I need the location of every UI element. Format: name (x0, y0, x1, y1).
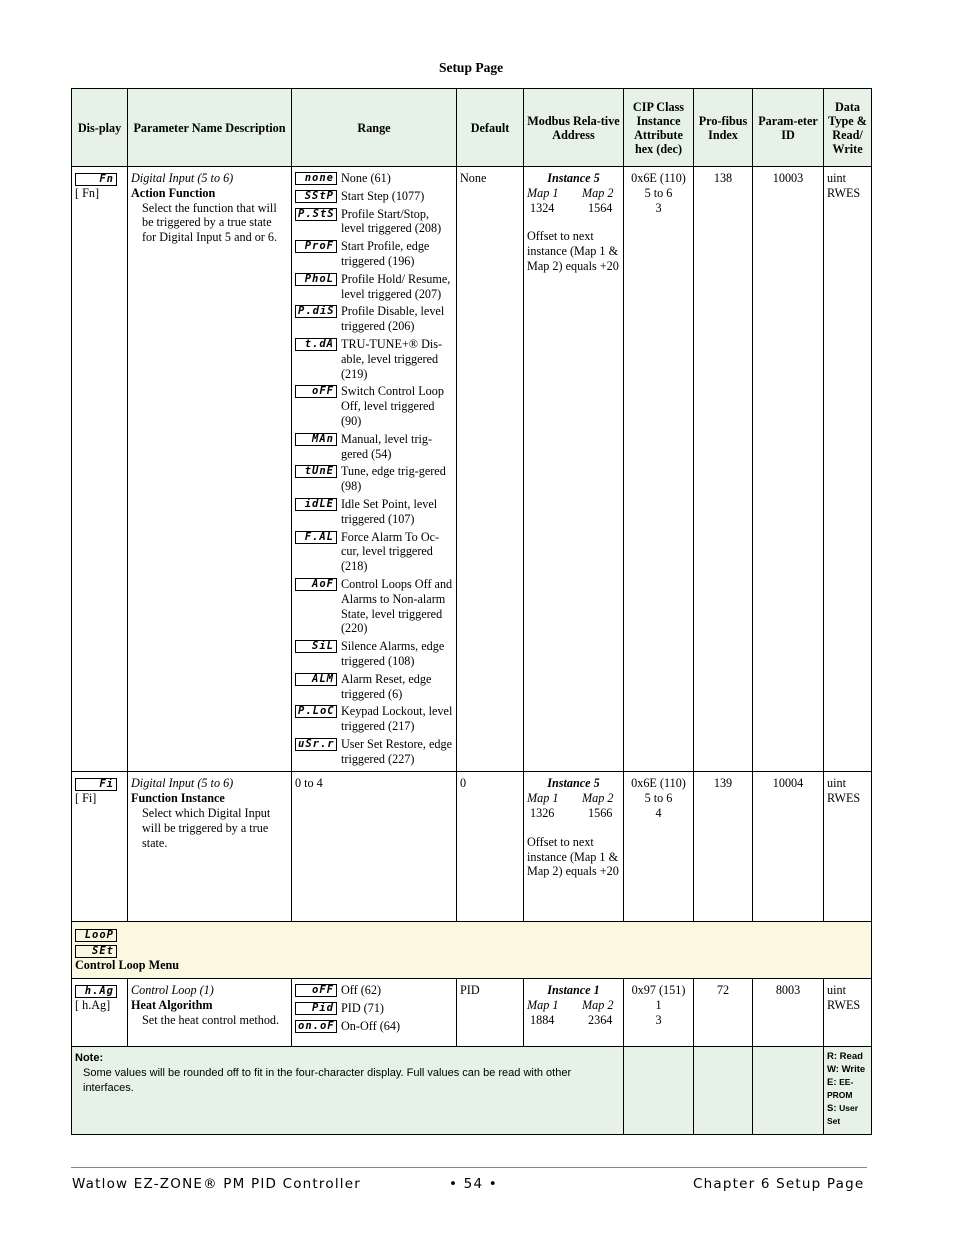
legend-value: Write (841, 1064, 866, 1076)
option-lcd: P.StS (295, 208, 337, 221)
header-data-type: Data Type & Read/ Write (824, 89, 872, 167)
header-display: Dis-play (72, 89, 128, 167)
param-description: Select which Digital Input will be triggered by a true state. (142, 806, 271, 850)
range-options (292, 979, 456, 1038)
table-row (72, 772, 872, 922)
data-type: uint (827, 983, 846, 998)
data-type: uint (827, 171, 846, 185)
map2-label: Map 2 (582, 791, 614, 806)
cip-hex: 0x6E (110) (631, 171, 686, 185)
offset-note: Offset to next instance (Map 1 & Map 2) equals +20 (527, 229, 619, 273)
display-lcd: Fn (75, 173, 117, 186)
menu-label: Control Loop Menu (75, 957, 180, 972)
option-lcd: SStP (295, 190, 337, 203)
map2-label: Map 2 (582, 998, 614, 1013)
option-text: Profile Hold/ Resume, level triggered (207) (341, 271, 451, 301)
cip-instance: 1 (655, 998, 662, 1013)
display-code: [ Fi] (75, 791, 97, 806)
table-row (72, 979, 872, 1047)
range-option (295, 704, 453, 734)
display-lcd: Fi (75, 778, 117, 791)
option-text: Silence Alarms, edge triggered (108) (341, 639, 445, 668)
header-profibus: Pro-fibus Index (694, 89, 753, 167)
range-option (295, 464, 453, 494)
map2-label: Map 2 (582, 185, 614, 200)
option-lcd: Pid (295, 1002, 337, 1015)
map1-address: 1884 (530, 1013, 555, 1028)
header-modbus: Modbus Rela-tive Address (524, 89, 624, 167)
header-default: Default (457, 89, 524, 167)
range-option (295, 207, 453, 237)
default-value: None (460, 171, 487, 185)
display-code: [ h.Ag] (75, 998, 111, 1013)
option-text: Manual, level trig-gered (54) (341, 431, 433, 461)
option-lcd: AoF (295, 578, 337, 591)
option-lcd: t.dA (295, 338, 337, 351)
cip-hex: 0x6E (110) (631, 776, 686, 791)
footer-right: Chapter 6 Setup Page (693, 1176, 865, 1192)
option-lcd: F.AL (295, 531, 337, 544)
cip-instance: 5 to 6 (644, 185, 673, 200)
option-text: Profile Start/Stop, level triggered (208) (341, 206, 442, 236)
parameter-id: 8003 (775, 983, 801, 998)
footer-divider (71, 1167, 867, 1168)
option-lcd: oFF (295, 385, 337, 398)
offset-note: Offset to next instance (Map 1 & Map 2) equals +20 (527, 834, 619, 879)
param-name: Function Instance (131, 791, 225, 806)
option-text: Start Step (1077) (341, 188, 425, 203)
option-text: PID (71) (341, 1001, 384, 1016)
range-options (292, 167, 456, 771)
parameter-table (71, 88, 872, 1135)
option-text: On-Off (64) (341, 1019, 401, 1034)
param-description: Set the heat control method. (142, 1013, 280, 1028)
default-value: 0 (460, 776, 467, 791)
header-row (72, 89, 872, 167)
legend-key: W: (827, 1064, 839, 1076)
range-option (295, 337, 453, 381)
map2-address: 1564 (588, 200, 613, 215)
option-text: Force Alarm To Oc-cur, level triggered (218) (341, 529, 440, 574)
option-text: Idle Set Point, level triggered (107) (341, 496, 438, 526)
legend-key: R: (827, 1051, 838, 1063)
header-param-id: Param-eter ID (753, 89, 824, 167)
range-option (295, 384, 453, 428)
cip-hex: 0x97 (151) (631, 983, 686, 998)
menu-lcd-set: SEt (75, 945, 117, 958)
footer-left: Watlow EZ-ZONE® PM PID Controller (72, 1176, 361, 1192)
read-write: RWES (827, 185, 861, 200)
map1-label: Map 1 (527, 998, 559, 1013)
range-option (295, 171, 453, 186)
param-name: Action Function (131, 185, 216, 200)
menu-row (72, 922, 872, 979)
option-text: Switch Control Loop Off, level triggered (90) (341, 384, 444, 428)
data-type: uint (827, 776, 846, 791)
profibus-index: 72 (716, 983, 730, 998)
option-lcd: P.LoC (295, 705, 337, 718)
range-option (295, 1001, 453, 1016)
option-text: User Set Restore, edge triggered (227) (341, 736, 453, 766)
parameter-id: 10003 (772, 171, 804, 185)
map1-address: 1326 (530, 806, 555, 821)
range-option (295, 239, 453, 269)
cip-instance: 5 to 6 (644, 791, 673, 806)
param-name: Heat Algorithm (131, 998, 213, 1013)
map1-label: Map 1 (527, 185, 559, 200)
option-text: Profile Disable, level triggered (206) (341, 304, 445, 334)
modbus-instance: Instance 5 (547, 171, 600, 185)
display-code: [ Fn] (75, 185, 100, 200)
legend-value: EE-PROM (827, 1077, 854, 1101)
option-lcd: ProF (295, 240, 337, 253)
table-row (72, 167, 872, 772)
param-group: Digital Input (5 to 6) (131, 776, 234, 791)
range-option (295, 497, 453, 527)
default-value: PID (460, 983, 480, 998)
read-write: RWES (827, 998, 861, 1013)
option-text: Alarm Reset, edge triggered (6) (341, 671, 432, 701)
option-lcd: P.diS (295, 305, 337, 318)
option-lcd: idLE (295, 498, 337, 511)
display-lcd: h.Ag (75, 985, 117, 998)
option-lcd: MAn (295, 433, 337, 446)
footer-page-number: • 54 • (449, 1176, 498, 1192)
cip-attribute: 4 (655, 806, 662, 821)
param-group: Control Loop (1) (131, 983, 214, 998)
cip-attribute: 3 (655, 1013, 662, 1028)
map1-address: 1324 (530, 200, 555, 215)
param-group: Digital Input (5 to 6) (131, 171, 234, 185)
page-title: Setup Page (438, 60, 504, 75)
legend-key: S: (827, 1103, 837, 1115)
range-option (295, 1019, 453, 1034)
note-title: Note: (75, 1052, 104, 1065)
range-option (295, 639, 453, 669)
range-option (295, 577, 453, 636)
option-lcd: tUnE (295, 465, 337, 478)
range-option (295, 189, 453, 204)
range-option (295, 304, 453, 334)
range-option (295, 672, 453, 702)
note-row (72, 1047, 872, 1135)
option-lcd: uSr.r (295, 738, 337, 751)
range-option (295, 530, 453, 574)
option-text: None (61) (341, 171, 391, 185)
profibus-index: 138 (713, 171, 733, 185)
read-write: RWES (827, 791, 861, 806)
legend-key: E: (827, 1077, 837, 1089)
range-text: 0 to 4 (295, 776, 323, 791)
legend-value: Read (839, 1051, 863, 1063)
option-lcd: none (295, 172, 337, 185)
header-cip: CIP Class Instance Attribute hex (dec) (624, 89, 694, 167)
option-lcd: SiL (295, 640, 337, 653)
range-option (295, 432, 453, 462)
option-text: Control Loops Off and Alarms to Non-alarm State, level triggered (220) (341, 576, 453, 636)
option-text: TRU-TUNE+® Dis-able, level triggered (219) (341, 336, 443, 381)
option-lcd: oFF (295, 984, 337, 997)
legend-value: User Set (827, 1103, 859, 1127)
option-text: Keypad Lockout, level triggered (217) (341, 704, 453, 734)
note-text: Some values will be rounded off to fit in the four-character display. Full values can be read with other interfaces. (83, 1067, 572, 1095)
range-option (295, 737, 453, 767)
param-description: Select the function that will be triggered by a true state for Digital Input 5 and or 6. (142, 200, 278, 245)
option-text: Tune, edge trig-gered (98) (341, 464, 446, 494)
rw-legend (824, 1047, 871, 1131)
cip-attribute: 3 (655, 200, 662, 215)
modbus-instance: Instance 1 (547, 983, 600, 998)
option-lcd: ALM (295, 673, 337, 686)
modbus-instance: Instance 5 (547, 776, 600, 791)
profibus-index: 139 (713, 776, 733, 791)
menu-lcd-loop: LooP (75, 929, 117, 942)
map1-label: Map 1 (527, 791, 559, 806)
range-option (295, 272, 453, 302)
map2-address: 1566 (588, 806, 613, 821)
option-text: Off (62) (341, 983, 382, 998)
header-range: Range (292, 89, 457, 167)
option-text: Start Profile, edge triggered (196) (341, 239, 430, 268)
option-lcd: on.oF (295, 1020, 337, 1033)
map2-address: 2364 (588, 1013, 613, 1028)
range-option (295, 983, 453, 998)
header-param-name: Parameter Name Description (128, 89, 292, 167)
parameter-id: 10004 (772, 776, 804, 791)
option-lcd: PhoL (295, 273, 337, 286)
